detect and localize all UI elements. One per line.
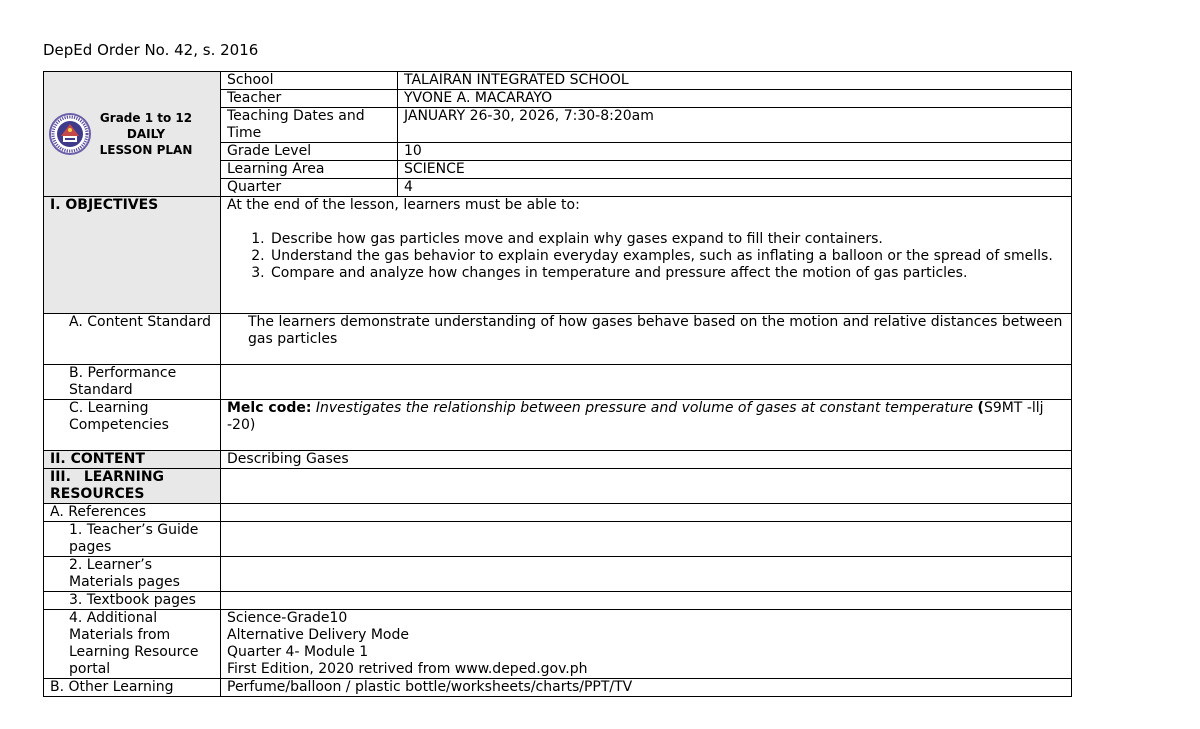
additional-materials-value bbox=[221, 610, 1072, 679]
teaching-dates-value: JANUARY 26-30, 2026, 7:30-8:20am bbox=[398, 108, 1072, 143]
plan-title-grade: Grade 1 to 12 bbox=[99, 111, 193, 125]
content-heading: II. CONTENT bbox=[44, 451, 221, 469]
objectives-heading: I. OBJECTIVES bbox=[44, 197, 221, 314]
daily-lesson-plan-table bbox=[43, 71, 1072, 697]
plan-header-cell bbox=[44, 72, 221, 197]
content-value: Describing Gases bbox=[221, 451, 1072, 469]
learning-competencies-label: C. Learning Competencies bbox=[44, 400, 221, 451]
deped-order-number: DepEd Order No. 42, s. 2016 bbox=[43, 41, 259, 59]
learning-competencies-text bbox=[221, 400, 1072, 451]
content-standard-text: The learners demonstrate understanding of how gases behave based on the motion and relative distances between gas particles bbox=[221, 314, 1072, 365]
grade-level-value: 10 bbox=[398, 143, 1072, 161]
textbook-value bbox=[221, 592, 1072, 610]
grade-level-label: Grade Level bbox=[221, 143, 398, 161]
additional-materials-line: Quarter 4- Module 1 bbox=[227, 644, 369, 660]
quarter-value: 4 bbox=[398, 179, 1072, 197]
learning-area-label: Learning Area bbox=[221, 161, 398, 179]
other-learning-value: Perfume/balloon / plastic bottle/worksheets/charts/PPT/TV bbox=[221, 679, 1072, 697]
school-label: School bbox=[221, 72, 398, 90]
performance-standard-text bbox=[221, 365, 1072, 400]
objective-item: 2. Understand the gas behavior to explain everyday examples, such as inflating a balloon or the spread of smells. bbox=[269, 248, 1071, 265]
objective-item: 1. Describe how gas particles move and explain why gases expand to fill their containers. bbox=[269, 231, 1071, 248]
additional-materials-line: First Edition, 2020 retrived from www.deped.gov.ph bbox=[227, 661, 588, 677]
teachers-guide-value bbox=[221, 522, 1072, 557]
additional-materials-line: Alternative Delivery Mode bbox=[227, 627, 409, 643]
melc-paren: ( bbox=[977, 400, 984, 416]
learning-area-value: SCIENCE bbox=[398, 161, 1072, 179]
deped-seal-icon bbox=[48, 112, 92, 156]
additional-materials-line: Science-Grade10 bbox=[227, 610, 348, 626]
content-standard-label: A. Content Standard bbox=[44, 314, 221, 365]
teacher-label: Teacher bbox=[221, 90, 398, 108]
textbook-label: 3. Textbook pages bbox=[44, 592, 221, 610]
learners-materials-label: 2. Learner’s Materials pages bbox=[44, 557, 221, 592]
objectives-cell bbox=[221, 197, 1072, 314]
plan-title-lesson-plan: LESSON PLAN bbox=[99, 143, 193, 157]
teaching-dates-label: Teaching Dates and Time bbox=[221, 108, 398, 143]
melc-code-label: Melc code: bbox=[227, 400, 312, 416]
melc-description: Investigates the relationship between pressure and volume of gases at constant temperature bbox=[315, 400, 974, 416]
learning-resources-heading: III. LEARNING RESOURCES bbox=[44, 469, 221, 504]
other-learning-label: B. Other Learning bbox=[44, 679, 221, 697]
references-label: A. References bbox=[44, 504, 221, 522]
teacher-value: YVONE A. MACARAYO bbox=[398, 90, 1072, 108]
references-value bbox=[221, 504, 1072, 522]
plan-title bbox=[92, 110, 220, 158]
learning-resources-value bbox=[221, 469, 1072, 504]
quarter-label: Quarter bbox=[221, 179, 398, 197]
school-value: TALAIRAN INTEGRATED SCHOOL bbox=[398, 72, 1072, 90]
objectives-intro: At the end of the lesson, learners must be able to: bbox=[227, 197, 580, 213]
plan-title-daily: DAILY bbox=[126, 127, 166, 141]
melc-code: S9MT -llj -20) bbox=[227, 400, 1044, 433]
objectives-list bbox=[227, 231, 1071, 282]
objective-item: 3. Compare and analyze how changes in temperature and pressure affect the motion of gas particles. bbox=[269, 265, 1071, 282]
performance-standard-label: B. Performance Standard bbox=[44, 365, 221, 400]
teachers-guide-label: 1. Teacher’s Guide pages bbox=[44, 522, 221, 557]
learners-materials-value bbox=[221, 557, 1072, 592]
additional-materials-label: 4. Additional Materials from Learning Resource portal bbox=[44, 610, 221, 679]
